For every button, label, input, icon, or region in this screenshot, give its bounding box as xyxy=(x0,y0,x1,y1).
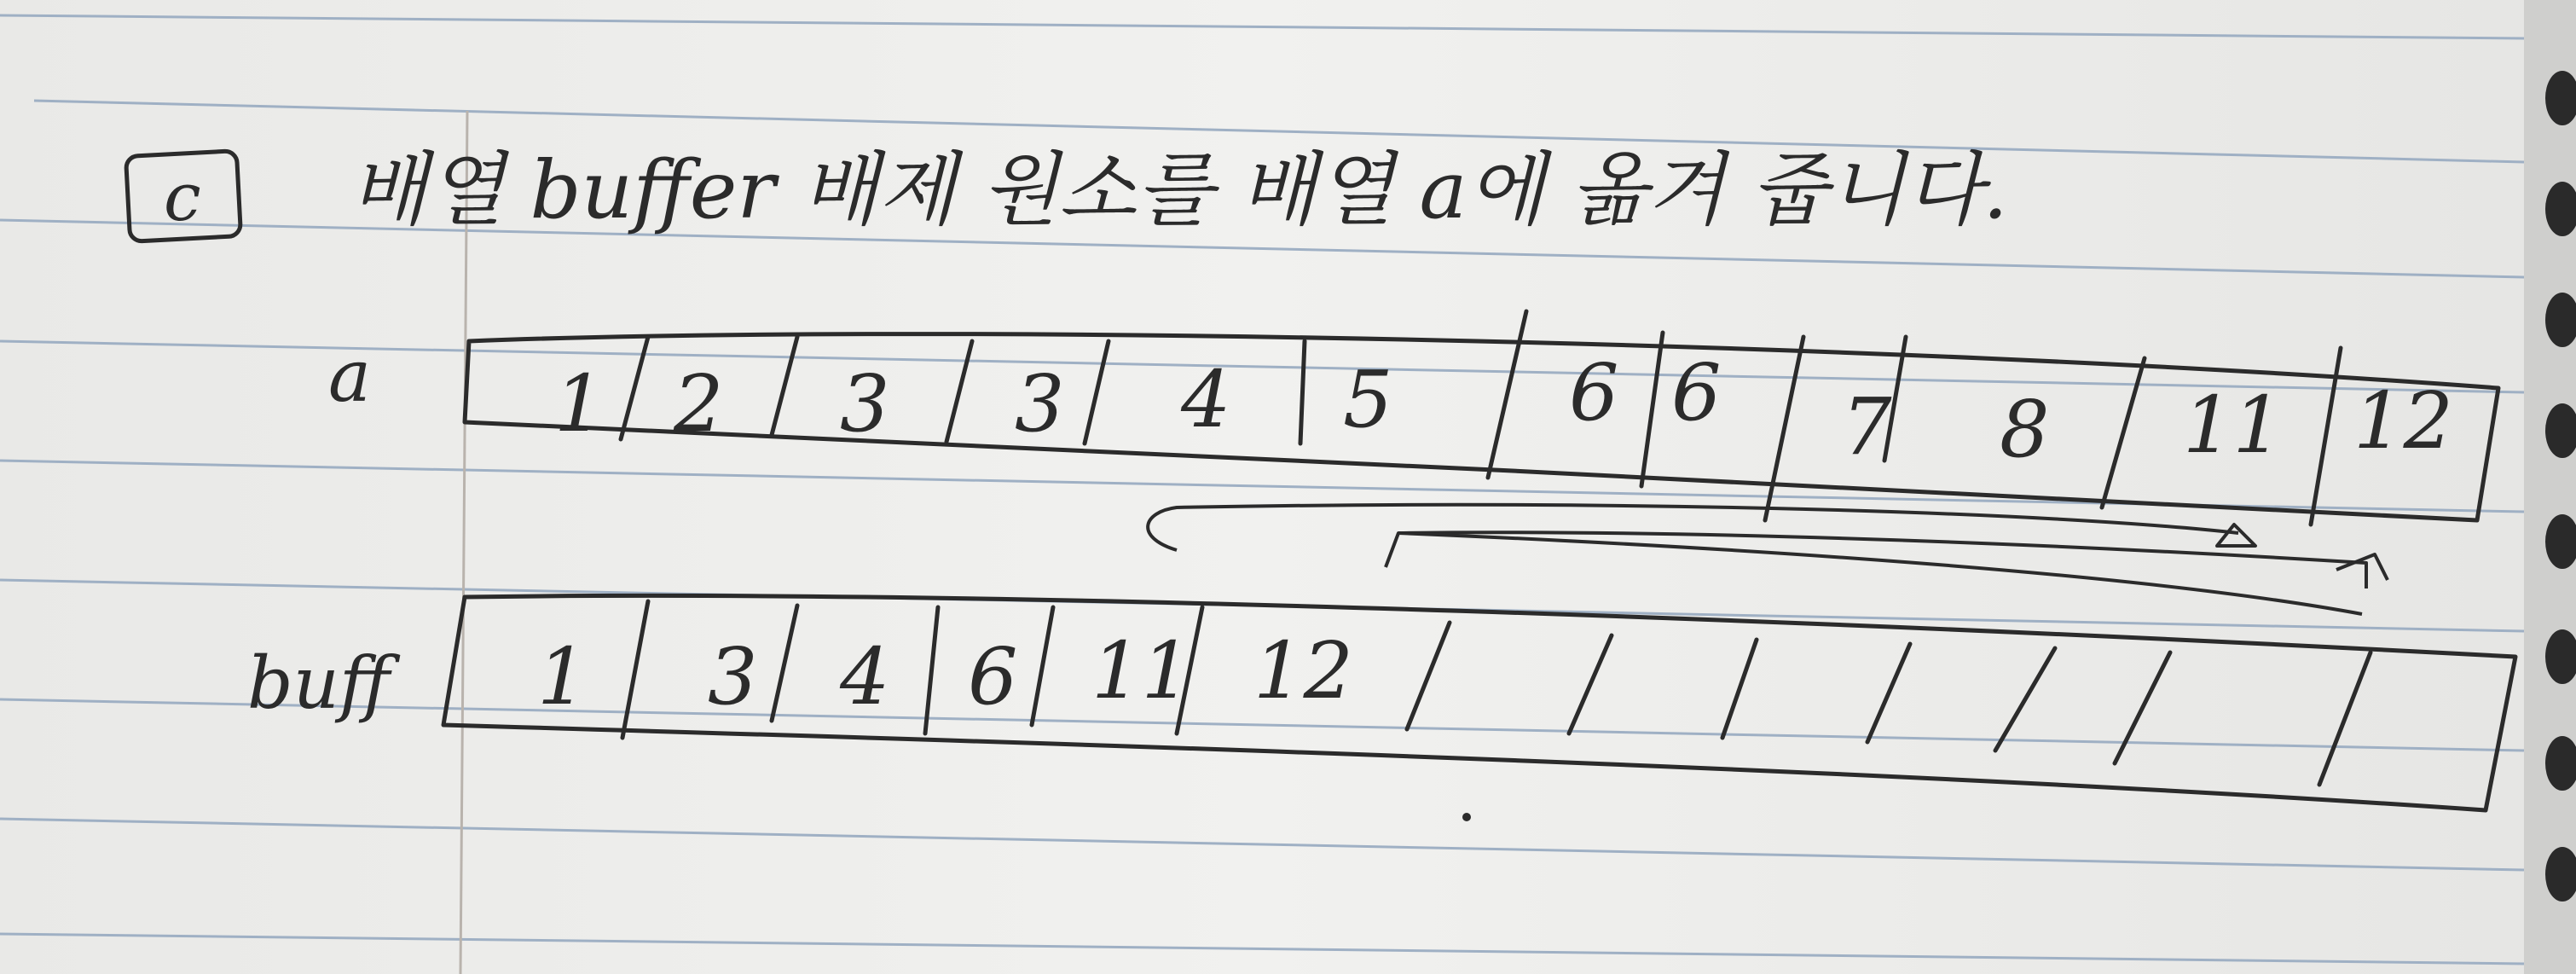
array-a-cell: 4 xyxy=(1181,354,1231,445)
array-a-cell: 3 xyxy=(840,358,890,449)
item-marker: c xyxy=(164,159,201,236)
array-a-cell: 6 xyxy=(1569,347,1619,438)
array-a-cell: 2 xyxy=(674,358,724,449)
array-buff-cell: 11 xyxy=(1091,625,1192,716)
array-buff-label: buff xyxy=(247,641,391,725)
array-a-cell: 1 xyxy=(554,358,605,449)
array-a-cell: 7 xyxy=(1842,381,1892,473)
array-buff-cell: 3 xyxy=(708,631,758,722)
array-a-cell: 12 xyxy=(2353,375,2454,467)
note-title: 배열 buffer 배제 원소를 배열 a에 옮겨 줍니다. xyxy=(350,144,2009,237)
array-buff-cell: 6 xyxy=(968,631,1018,722)
array-a-cell: 5 xyxy=(1343,354,1393,445)
ink-dot xyxy=(1462,813,1471,821)
array-a-cell: 8 xyxy=(2000,384,2050,475)
array-buff-cell: 1 xyxy=(537,631,588,722)
array-a-cell: 11 xyxy=(2183,380,2284,471)
array-a-label: a xyxy=(328,334,372,418)
array-buff-cell: 4 xyxy=(840,631,890,722)
page-edge-shadow xyxy=(2524,0,2576,974)
array-a-cell: 6 xyxy=(1671,347,1722,438)
array-a-cell: 3 xyxy=(1015,358,1065,449)
array-buff-cell: 12 xyxy=(1253,625,1354,716)
